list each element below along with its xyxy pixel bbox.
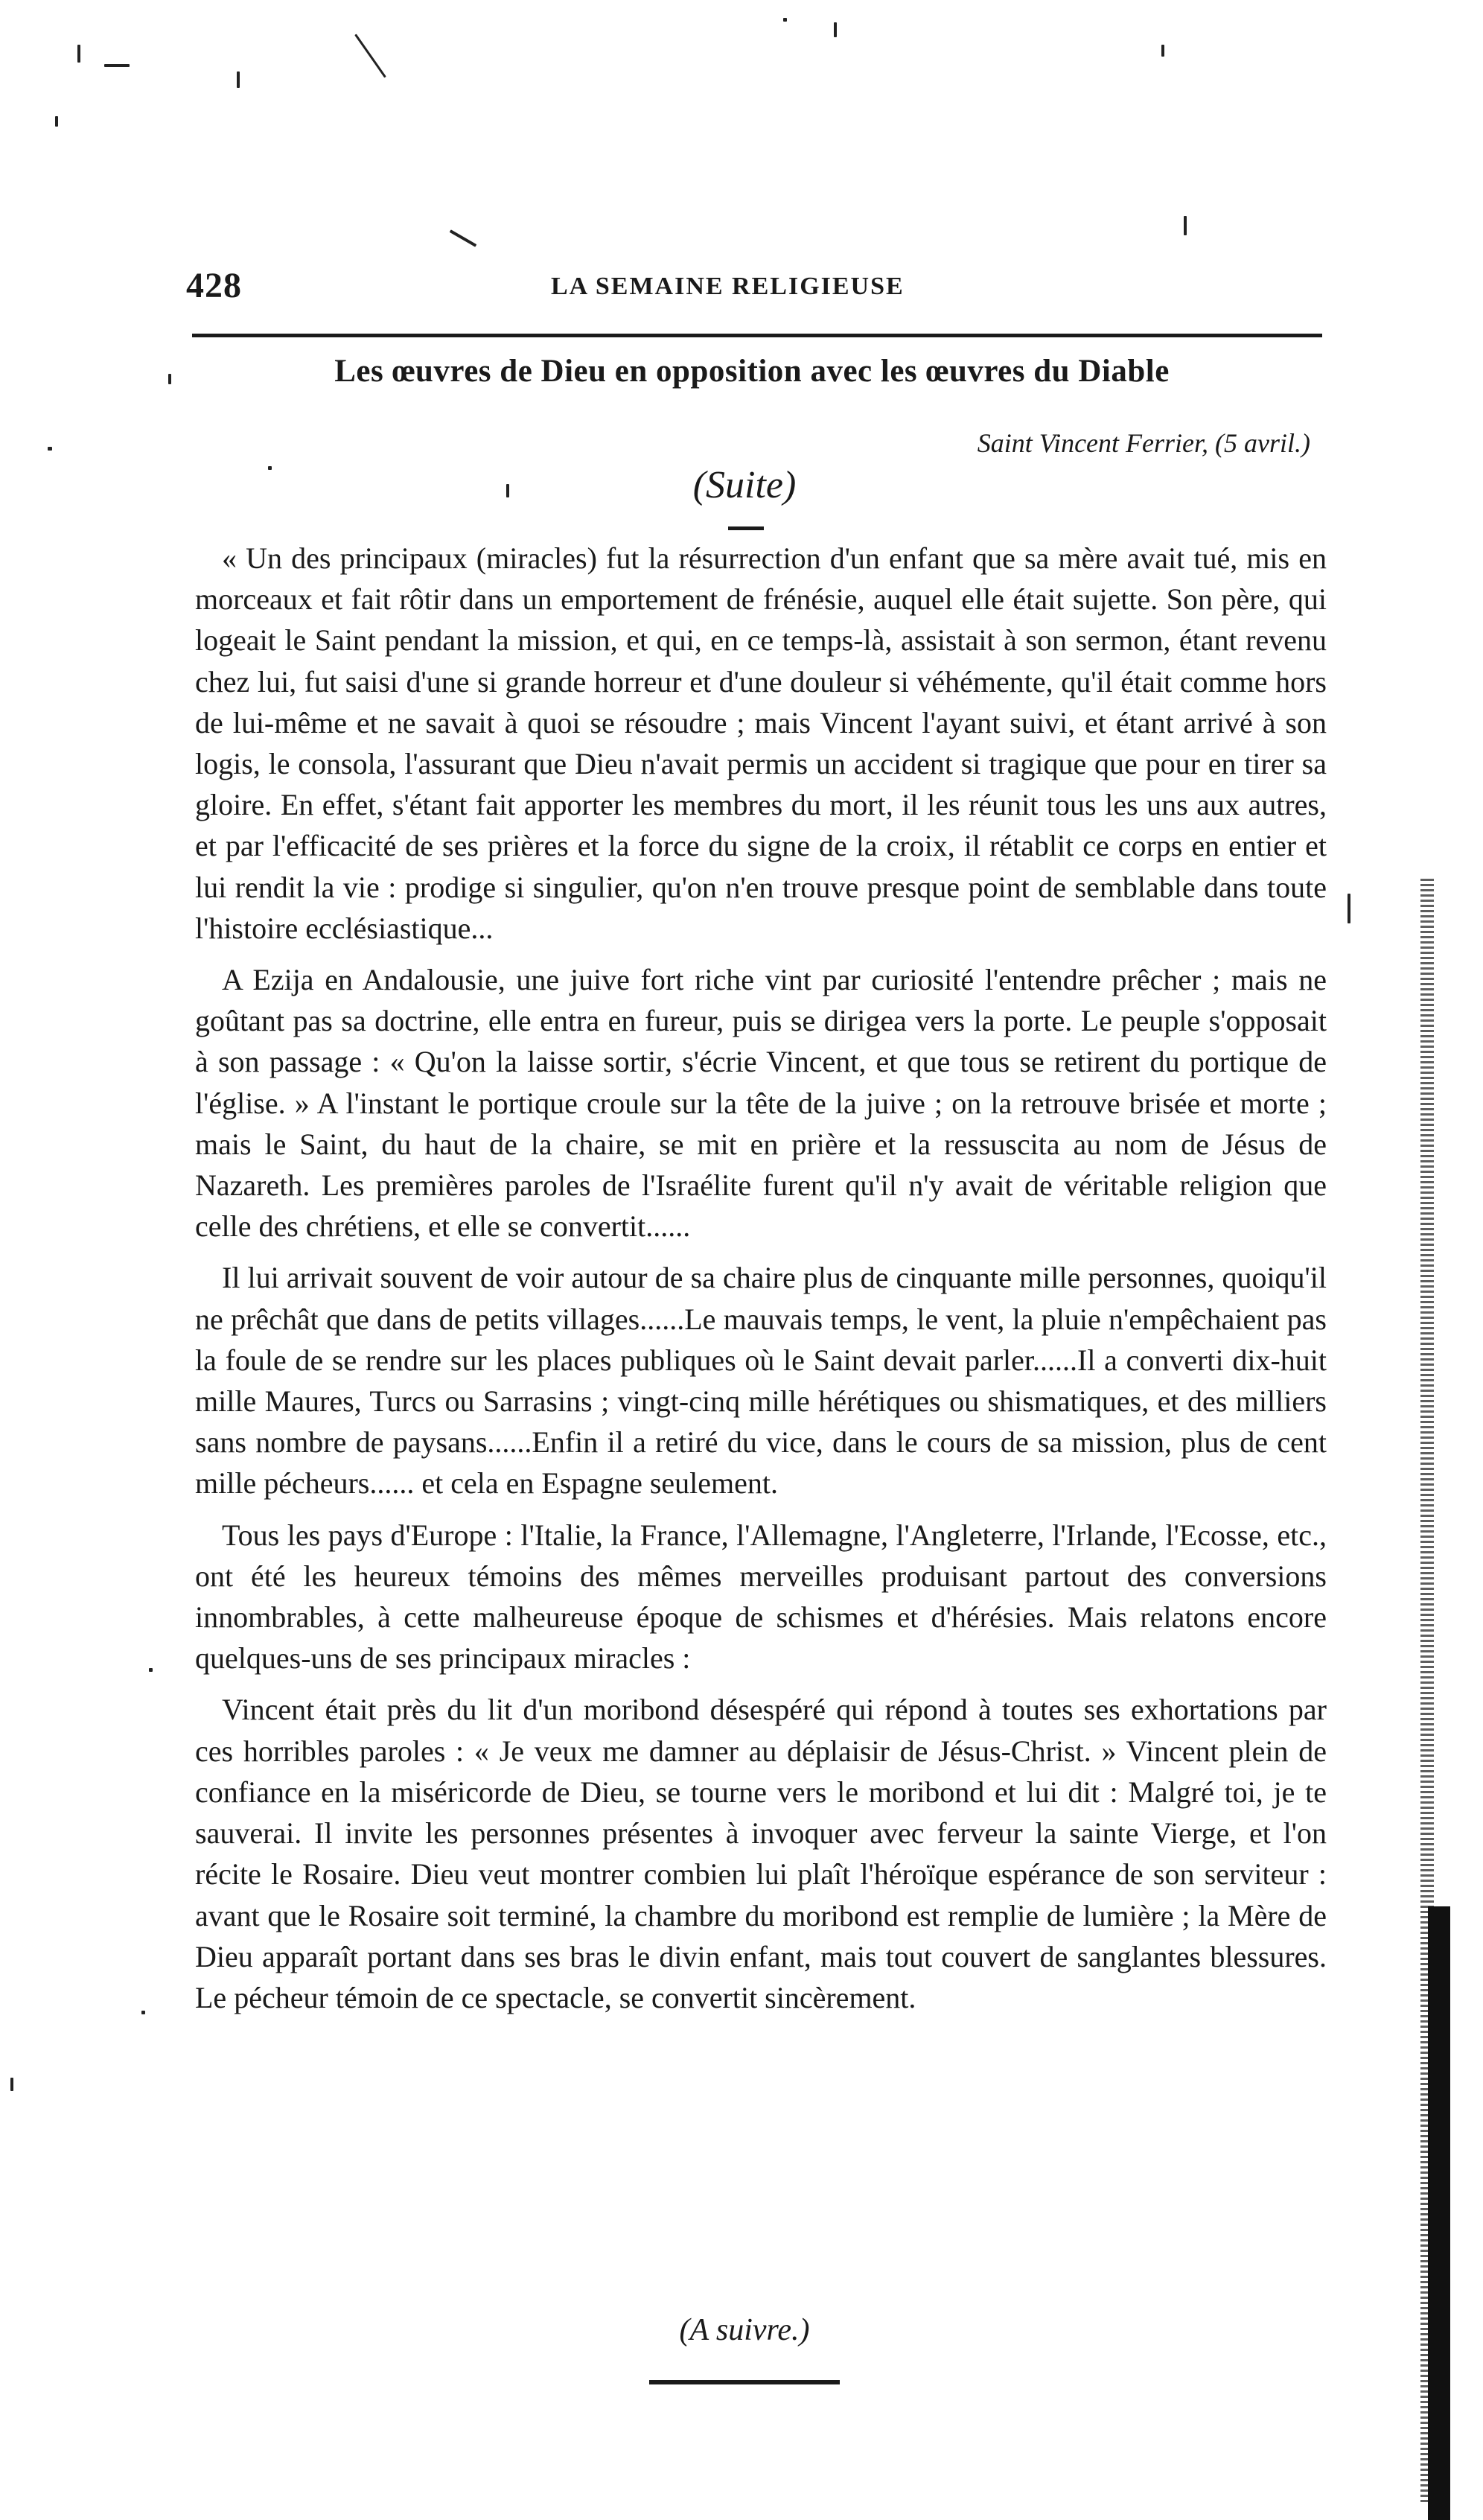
article-body — [195, 538, 1327, 2029]
scan-speck — [104, 64, 130, 67]
scan-speck — [506, 484, 509, 497]
running-title: LA SEMAINE RELIGIEUSE — [551, 273, 905, 300]
saint-attribution: Saint Vincent Ferrier, (5 avril.) — [977, 428, 1310, 458]
to-be-continued: (A suivre.) — [679, 2313, 810, 2347]
paragraph: Vincent était près du lit d'un moribond désespéré qui répond à toutes ses exhortations par ces horribles paroles : « Je veux me damner au déplaisir de Jésus-Christ. » Vincent plein de confiance en la miséricorde de Dieu, se tourne vers le moribond et lui dit : Malgré toi, je te sauverai. Il invite les personnes présentes à invoquer avec ferveur la sainte Vierge, et l'on récite le Rosaire. Dieu veut montrer combien lui plaît l'héroïque espérance de son serviteur : avant que le Rosaire soit terminé, la chambre du moribond est remplie de lumière ; la Mère de Dieu apparaît portant dans ses bras le divin enfant, mais tout couvert de sanglantes blessures. Le pécheur témoin de ce spectacle, se convertit sincèrement. — [195, 1693, 1327, 2014]
scan-speck — [1161, 45, 1164, 57]
paragraph: « Un des principaux (miracles) fut la résurrection d'un enfant que sa mère avait tué, mis en morceaux et fait rôtir dans un emportement de frénésie, auquel elle était sujette. Son père, qui logeait le Saint pendant la mission, et qui, en ce temps-là, assistait à son sermon, étant revenu chez lui, fut saisi d'une si grande horreur et d'une douleur si véhémente, qu'il était comme hors de lui-même et ne savait à quoi se résoudre ; mais Vincent l'ayant suivi, et étant arrivé à son logis, le consola, l'assurant que Dieu n'avait permis un accident si tragique que pour en tirer sa gloire. En effet, s'étant fait apporter les membres du mort, il les réunit tous les uns aux autres, et par l'efficacité de ses prières et la force du signe de la croix, il rétablit ce corps en entier et lui rendit la vie : prodige si singulier, qu'on n'en trouve presque point de semblable dans toute l'histoire ecclésiastique... — [195, 541, 1327, 945]
paragraph: A Ezija en Andalousie, une juive fort riche vint par curiosité l'entendre prêcher ; mais ne goûtant pas sa doctrine, elle entra en fureur, puis se dirigea vers la porte. Le peuple s'opposait à son passage : « Qu'on la laisse sortir, s'écrie Vincent, et que tous se retirent du portique de l'église. » A l'instant le portique croule sur la tête de la juive ; on la retrouve brisée et morte ; mais le Saint, du haut de la chaire, se mit en prière et la ressuscita au nom de Jésus de Nazareth. Les premières paroles de l'Israélite furent qu'il n'y avait de véritable religion que celle des chrétiens, et elle se convertit...... — [195, 963, 1327, 1244]
article-title: Les œuvres de Dieu en opposition avec les œuvres du Diable — [334, 354, 1170, 389]
paragraph: Tous les pays d'Europe : l'Italie, la France, l'Allemagne, l'Angleterre, l'Irlande, l'Ecosse, etc., ont été les heureux témoins des mêmes merveilles produisant partout des conversions innombrables, à cette malheureuse époque de schismes et d'hérésies. Mais relatons encore quelques-uns de ses principaux miracles : — [195, 1518, 1327, 1676]
scan-speck — [141, 2011, 145, 2014]
running-header — [186, 265, 1321, 310]
page-number: 428 — [186, 266, 242, 305]
scan-speck — [55, 116, 58, 127]
scan-speck — [834, 22, 837, 37]
scan-speck — [168, 374, 171, 384]
scan-speck — [77, 45, 80, 63]
scan-speck — [10, 2078, 13, 2091]
paragraph: Il lui arrivait souvent de voir autour de sa chaire plus de cinquante mille personnes, quoiqu'il ne prêchât que dans de petits villages......Le mauvais temps, le vent, la pluie n'empêchaient pas la foule de se rendre sur les places publiques où le Saint devait parler......Il a converti dix-huit mille Maures, Turcs ou Sarrasins ; vingt-cinq mille hérétiques ou shismatiques, et des milliers sans nombre de paysans......Enfin il a retiré du vice, dans le cours de sa mission, plus de cent mille pécheurs...... et cela en Espagne seulement. — [195, 1261, 1327, 1501]
header-rule — [192, 334, 1322, 337]
continuation-label: (Suite) — [692, 464, 797, 506]
scan-speck — [268, 466, 272, 470]
scan-speck — [1348, 894, 1350, 923]
scan-speck — [48, 447, 52, 451]
scan-speck — [783, 18, 787, 22]
section-divider — [728, 526, 764, 530]
end-rule — [649, 2380, 840, 2384]
binding-edge-dark — [1428, 1906, 1450, 2520]
scan-speck — [1184, 216, 1187, 235]
scan-speck — [354, 34, 386, 77]
scan-speck — [237, 71, 240, 88]
scan-speck — [149, 1668, 153, 1672]
scan-speck — [450, 229, 477, 246]
